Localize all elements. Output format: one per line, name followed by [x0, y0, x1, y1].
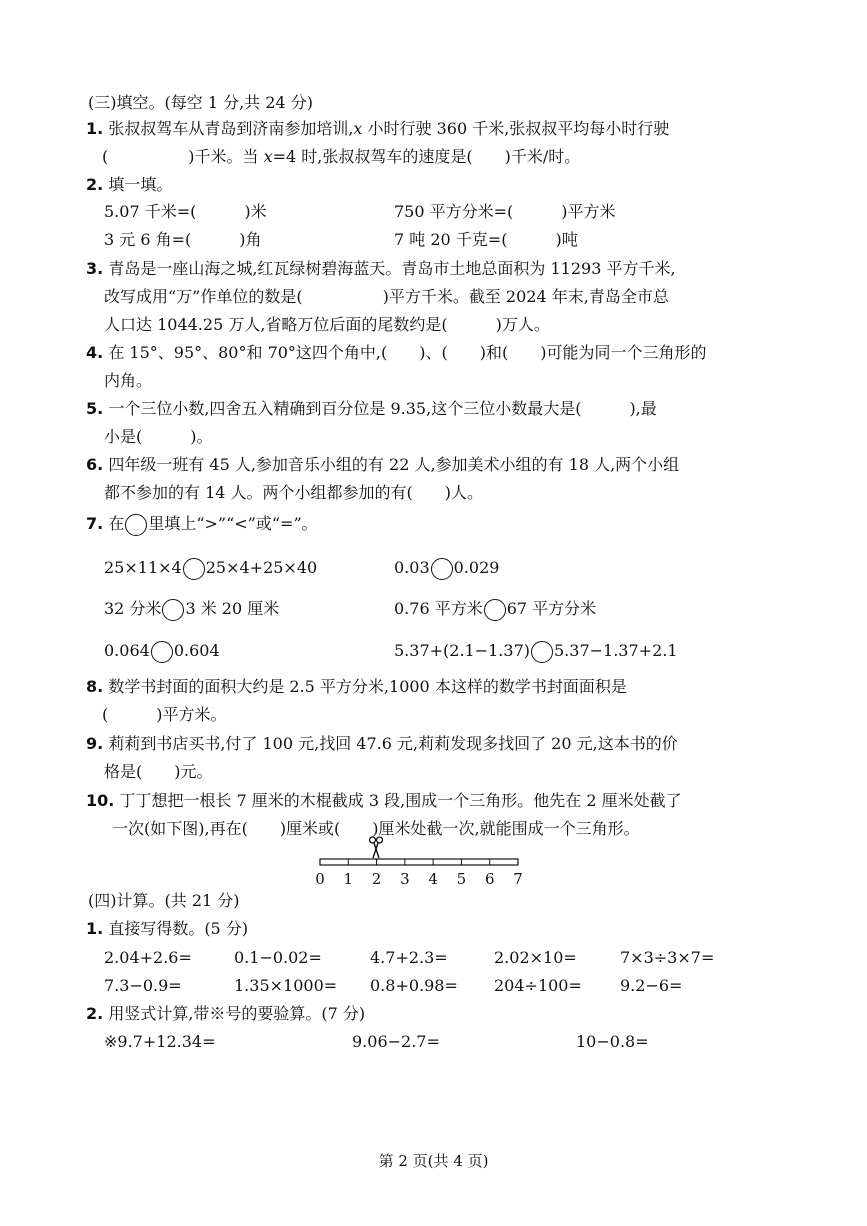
oral-calc-item: 7.3−0.9= — [104, 976, 182, 995]
question-text: 直接写得数。(5 分) — [108, 919, 249, 938]
compare-left: 0.064 — [104, 641, 150, 660]
question-2-line-1 — [86, 174, 172, 196]
fill-item-b: 750 平方分米=( )平方米 — [394, 202, 616, 221]
question-text: 丁丁想把一根长 7 厘米的木棍截成 3 段,围成一个三角形。他先在 2 厘米处截了 — [119, 791, 682, 810]
ruler-tick-label: 5 — [456, 870, 467, 888]
question-8-line-1 — [86, 676, 627, 698]
compare-circle-input[interactable] — [484, 599, 506, 621]
oral-calc-item: 2.04+2.6= — [104, 948, 192, 967]
question-text: 数学书封面的面积大约是 2.5 平方分米,1000 本这样的数学书封面面积是 — [108, 677, 627, 696]
compare-row-3b — [394, 640, 678, 663]
compare-circle-input[interactable] — [151, 641, 173, 663]
compare-circle-input[interactable] — [183, 558, 205, 580]
compare-circle-input[interactable] — [431, 558, 453, 580]
question-text: 里填上“>”“<”或“=”。 — [148, 514, 318, 533]
question-number: 1. — [86, 119, 104, 138]
stick-bar — [320, 859, 518, 865]
question-6-line-2: 都不参加的有 14 人。两个小组都参加的有( )人。 — [104, 483, 484, 502]
section4-title: (四)计算。(共 21 分) — [88, 891, 240, 910]
compare-right: 25×4+25×40 — [205, 558, 318, 577]
vertical-calc-item: 10−0.8= — [576, 1032, 649, 1051]
question-number: 4. — [86, 343, 104, 362]
compare-right: 67 平方分米 — [506, 599, 597, 618]
oral-calc-item: 0.1−0.02= — [234, 948, 322, 967]
question-3-line-1 — [86, 258, 676, 280]
question-number: 7. — [86, 514, 104, 533]
compare-row-2b — [394, 598, 596, 621]
ruler-tick-label: 0 — [315, 870, 325, 888]
question-5-line-1 — [86, 398, 657, 420]
compare-right: 3 米 20 厘米 — [185, 599, 280, 618]
ruler-tick-label: 1 — [343, 870, 354, 888]
ruler-tick-label: 2 — [371, 870, 382, 888]
question-9-line-1 — [86, 733, 678, 755]
fill-item-a: 5.07 千米=( )米 — [104, 202, 267, 221]
compare-left: 0.03 — [394, 558, 430, 577]
compare-right: 5.37−1.37+2.1 — [554, 641, 678, 660]
question-1-line-1 — [86, 118, 669, 140]
compare-row-1b — [394, 557, 499, 580]
question-text: 填一填。 — [108, 175, 173, 194]
compare-row-3a — [104, 640, 220, 663]
question-text: 在 15°、95°、80°和 70°这四个角中,( )、( )和( )可能为同一个三角形的 — [108, 343, 707, 362]
question-text: 四年级一班有 45 人,参加音乐小组的有 22 人,参加美术小组的有 18 人,两个小组 — [108, 455, 680, 474]
question-7-title — [86, 513, 318, 536]
oral-calc-item: 4.7+2.3= — [370, 948, 448, 967]
compare-row-1a — [104, 557, 317, 580]
question-number: 2. — [86, 175, 104, 194]
ruler-tick-label: 7 — [513, 870, 523, 888]
ruler-tick-label: 3 — [400, 870, 410, 888]
calc-part-2-title — [86, 1003, 365, 1025]
ruler-svg — [300, 836, 540, 890]
question-4-line-2: 内角。 — [104, 371, 153, 390]
page-footer: 第 2 页(共 4 页) — [378, 1152, 489, 1170]
question-text: 用竖式计算,带※号的要验算。(7 分) — [108, 1004, 366, 1023]
section3-title: (三)填空。(每空 1 分,共 24 分) — [88, 93, 313, 112]
question-text: 在 — [108, 514, 125, 533]
question-10-line-2: 一次(如下图),再在( )厘米或( )厘米处截一次,就能围成一个三角形。 — [112, 819, 640, 838]
compare-circle-input[interactable] — [531, 641, 553, 663]
question-number: 9. — [86, 734, 104, 753]
question-1-line-2: ( )千米。当 𝑥=4 时,张叔叔驾车的速度是( )千米/时。 — [102, 147, 581, 166]
question-text: 张叔叔驾车从青岛到济南参加培训,𝑥 小时行驶 360 千米,张叔叔平均每小时行驶 — [108, 119, 670, 138]
question-10-line-1 — [86, 790, 682, 812]
question-number: 8. — [86, 677, 104, 696]
oral-calc-item: 7×3÷3×7= — [620, 948, 715, 967]
ruler-tick-label: 6 — [484, 870, 495, 888]
calc-part-1-title — [86, 918, 248, 940]
compare-circle-icon — [125, 514, 147, 536]
compare-left: 0.76 平方米 — [394, 599, 483, 618]
question-text: 莉莉到书店买书,付了 100 元,找回 47.6 元,莉莉发现多找回了 20 元,这本书的价 — [108, 734, 678, 753]
oral-calc-item: 1.35×1000= — [234, 976, 338, 995]
fill-item-c: 3 元 6 角=( )角 — [104, 230, 262, 249]
vertical-calc-item: 9.06−2.7= — [352, 1032, 440, 1051]
compare-row-2a — [104, 598, 279, 621]
compare-circle-input[interactable] — [162, 599, 184, 621]
compare-left: 25×11×4 — [104, 558, 182, 577]
oral-calc-item: 204÷100= — [494, 976, 582, 995]
vertical-calc-item: ※9.7+12.34= — [104, 1032, 216, 1051]
ruler-figure — [300, 836, 540, 890]
question-number: 3. — [86, 259, 104, 278]
question-text: 青岛是一座山海之城,红瓦绿树碧海蓝天。青岛市土地总面积为 11293 平方千米, — [108, 259, 676, 278]
question-number: 1. — [86, 919, 104, 938]
question-text: 一个三位小数,四舍五入精确到百分位是 9.35,这个三位小数最大是( ),最 — [108, 399, 657, 418]
question-5-line-2: 小是( )。 — [104, 427, 213, 446]
question-3-line-2: 改写成用“万”作单位的数是( )平方千米。截至 2024 年末,青岛全市总 — [104, 287, 669, 306]
question-number: 5. — [86, 399, 104, 418]
oral-calc-item: 0.8+0.98= — [370, 976, 458, 995]
question-3-line-3: 人口达 1044.25 万人,省略万位后面的尾数约是( )万人。 — [104, 315, 550, 334]
oral-calc-item: 9.2−6= — [620, 976, 683, 995]
question-6-line-1 — [86, 454, 679, 476]
scissors-icon — [370, 837, 383, 858]
oral-calc-item: 2.02×10= — [494, 948, 577, 967]
fill-item-d: 7 吨 20 千克=( )吨 — [394, 230, 578, 249]
compare-left: 5.37+(2.1−1.37) — [394, 641, 530, 660]
compare-right: 0.029 — [453, 558, 500, 577]
question-number: 6. — [86, 455, 104, 474]
compare-left: 32 分米 — [104, 599, 162, 618]
question-4-line-1 — [86, 342, 706, 364]
question-number: 10. — [86, 791, 115, 810]
question-number: 2. — [86, 1004, 104, 1023]
question-8-line-2: ( )平方米。 — [102, 705, 227, 724]
question-9-line-2: 格是( )元。 — [104, 762, 213, 781]
compare-right: 0.604 — [173, 641, 220, 660]
ruler-tick-label: 4 — [428, 870, 438, 888]
